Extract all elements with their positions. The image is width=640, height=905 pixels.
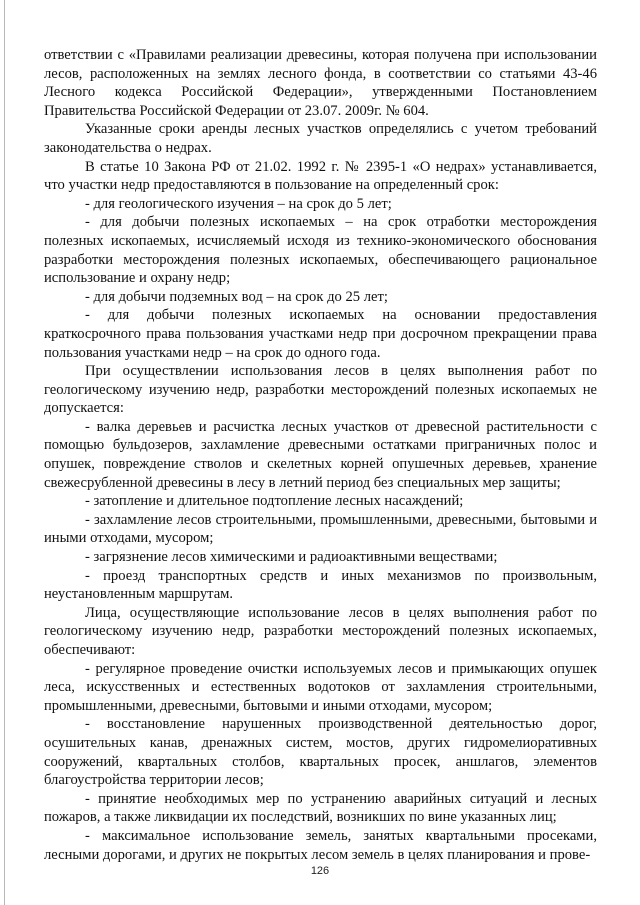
paragraph: - максимальное использование земель, занятых квартальными просеками, лесными дорогами, и других не покрытых лесом земель в целях планирования и прове-: [44, 827, 597, 863]
paragraph: - для добычи подземных вод – на срок до 25 лет;: [85, 288, 388, 305]
paragraph: - принятие необходимых мер по устранению аварийных ситуаций и лесных пожаров, а также ликвидации их последствий, возникших по вине указанных лиц;: [44, 790, 597, 826]
paragraph: ответствии с «Правилами реализации древесины, которая получена при использовании лесов, расположенных на землях лесного фонда, в соответствии со статьями 43-46 Лесного кодекса Российской Федерации», утвержденными Постановлением Правительства Российской Федерации от 23.07. 2009г. № 604.: [44, 47, 597, 119]
paragraph: Лица, осуществляющие использование лесов в целях выполнения работ по геологическому изучению недр, разработки месторождений полезных ископаемых, обеспечивают:: [44, 604, 597, 658]
paragraph: - для геологического изучения – на срок до 5 лет;: [85, 195, 392, 212]
paragraph: При осуществлении использования лесов в целях выполнения работ по геологическому изучению недр, разработки месторождений полезных ископаемых не допускается:: [44, 363, 597, 417]
paragraph: - для добычи полезных ископаемых на основании предоставления краткосрочного права пользования участками недр при досрочном прекращении права пользования участками недр – на срок до одного года.: [44, 307, 597, 361]
paragraph: - восстановление нарушенных производственной деятельностью дорог, осушительных канав, дренажных систем, мостов, других гидромелиоративных сооружений, квартальных столбов, квартальных просек, аншлагов, элементов благоустройства территории лесов;: [44, 716, 597, 789]
document-body: [44, 46, 597, 864]
paragraph: В статье 10 Закона РФ от 21.02. 1992 г. № 2395-1 «О недрах» устанавливается, что участки недр предоставляются в пользование на определенный срок:: [44, 158, 597, 194]
paragraph: - проезд транспортных средств и иных механизмов по произвольным, неустановленным маршрутам.: [44, 567, 597, 603]
paragraph: Указанные сроки аренды лесных участков определялись с учетом требований законодательства о недрах.: [44, 121, 597, 156]
page-number: 126: [310, 865, 330, 877]
paragraph: - для добычи полезных ископаемых – на срок отработки месторождения полезных ископаемых, исчисляемый исходя из технико-экономического обоснования разработки месторождения полезных ископаемых, обеспечивающего рациональное использование и охрану недр;: [44, 214, 597, 287]
left-margin-line: [4, 0, 5, 905]
paragraph: - регулярное проведение очистки используемых лесов и примыкающих опушек леса, искусственных и естественных водотоков от захламления строительными, промышленными, древесными, бытовыми и иными отходами, мусором;: [44, 660, 597, 714]
paragraph: - валка деревьев и расчистка лесных участков от древесной растительности с помощью бульдозеров, захламление древесными остатками приграничных полос и опушек, повреждение стволов и скелетных корней опушечных деревьев, хранение свежесрубленной древесины в лесу в летний период без специальных мер защиты;: [44, 418, 597, 491]
paragraph: - захламление лесов строительными, промышленными, древесными, бытовыми и иными отходами, мусором;: [44, 511, 597, 547]
paragraph: - загрязнение лесов химическими и радиоактивными веществами;: [85, 549, 498, 566]
paragraph: - затопление и длительное подтопление лесных насаждений;: [85, 493, 464, 510]
